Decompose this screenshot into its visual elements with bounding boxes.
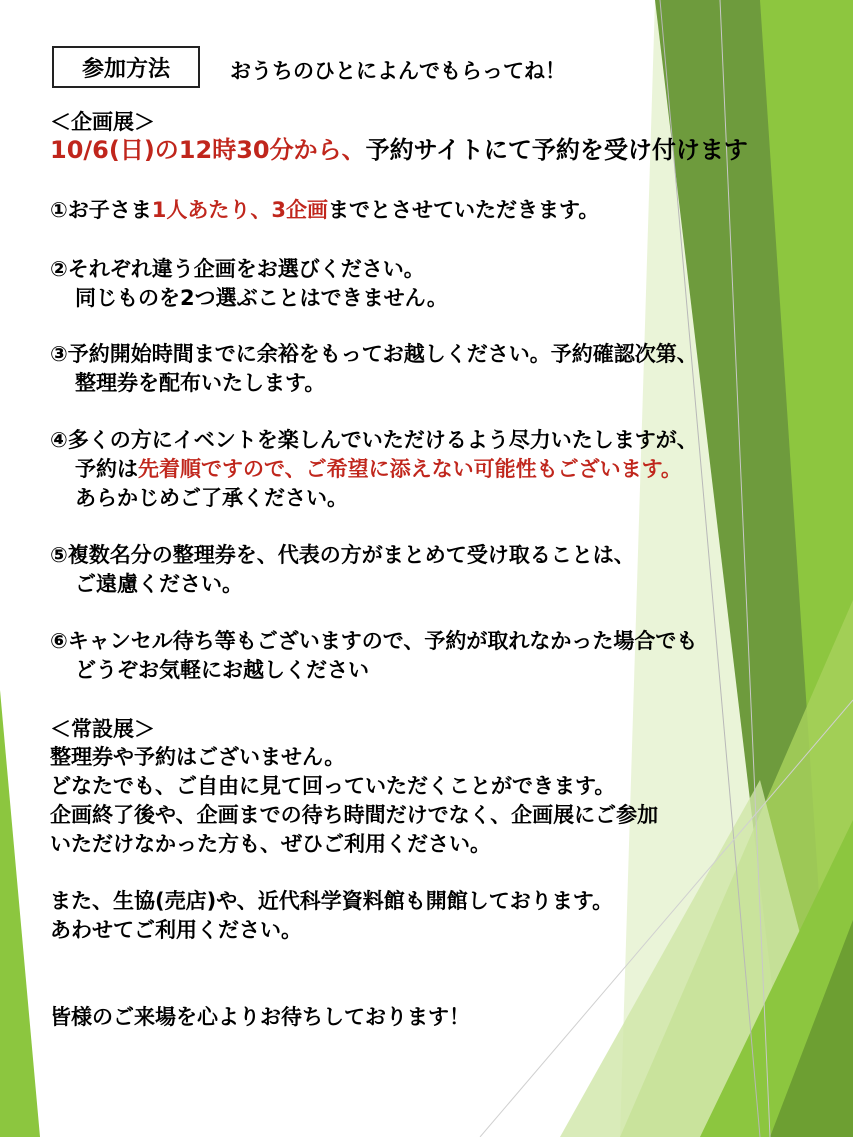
rule-item: [50, 426, 698, 454]
rule-text: ④多くの方にイベントを楽しんでいただけるよう尽力いたしますが、: [50, 428, 698, 452]
rule-text: ①お子さま: [50, 198, 152, 222]
rule-item: [50, 627, 697, 655]
rule-text: 整理券を配布いたします。: [75, 371, 326, 395]
rule-item: [50, 196, 599, 224]
permanent-line: どなたでも、ご自由に見て回っていただくことができます。: [50, 774, 616, 798]
rule-text: 予約は: [75, 457, 138, 481]
rule-item: [50, 340, 698, 368]
rule-text: ⑤複数名分の整理券を、代表の方がまとめて受け取ることは、: [50, 543, 635, 567]
permanent-line: いただけなかった方も、ぜひご利用ください。: [50, 832, 491, 856]
rule-text: ②それぞれ違う企画をお選びください。: [50, 257, 425, 281]
section-title-box: [52, 46, 200, 88]
rule-item-continuation: [75, 369, 325, 397]
shop-note-line: あわせてご利用ください。: [50, 918, 302, 942]
rule-item: [50, 255, 425, 283]
special-exhibit-intro: [50, 134, 748, 166]
permanent-line: 企画終了後や、企画までの待ち時間だけでなく、企画展にご参加: [50, 803, 659, 827]
rule-text: ⑥キャンセル待ち等もございますので、予約が取れなかった場合でも: [50, 629, 698, 653]
permanent-line: 整理券や予約はございません。: [50, 745, 346, 769]
rule-text: までとさせていただきます。: [328, 198, 600, 222]
rule-item-continuation: [75, 656, 369, 684]
rule-text: あらかじめご了承ください。: [75, 486, 348, 510]
rule-item-continuation: [75, 570, 243, 598]
section-title: 参加方法: [81, 56, 170, 82]
highlight-text: 1人あたり、3企画: [151, 198, 329, 222]
subtitle: おうちのひとによんでもらってね！: [230, 59, 566, 83]
rule-text: ③予約開始時間までに余裕をもってお越しください。予約確認次第、: [50, 342, 698, 366]
highlight-text: 先着順ですので、ご希望に添えない可能性もございます。: [138, 457, 682, 481]
rule-text: ご遠慮ください。: [75, 572, 243, 596]
reservation-site-text: 予約サイトにて予約を受け付けます: [365, 136, 748, 164]
rule-item-continuation: [75, 455, 682, 483]
permanent-exhibit-heading: ＜常設展＞: [50, 717, 155, 741]
closing-message: 皆様のご来場を心よりお待ちしております！: [50, 1005, 470, 1029]
shop-note-line: また、生協(売店)や、近代科学資料館も開館しております。: [50, 889, 614, 913]
rule-item-continuation: [75, 484, 348, 512]
special-exhibit-heading: ＜企画展＞: [50, 110, 155, 134]
reservation-start-time: 10/6(日)の12時30分から、: [50, 136, 366, 164]
rule-item: [50, 541, 635, 569]
rule-item-continuation: [75, 284, 448, 312]
rule-text: 同じものを2つ選ぶことはできません。: [75, 286, 448, 310]
rule-text: どうぞお気軽にお越しください: [75, 658, 369, 682]
